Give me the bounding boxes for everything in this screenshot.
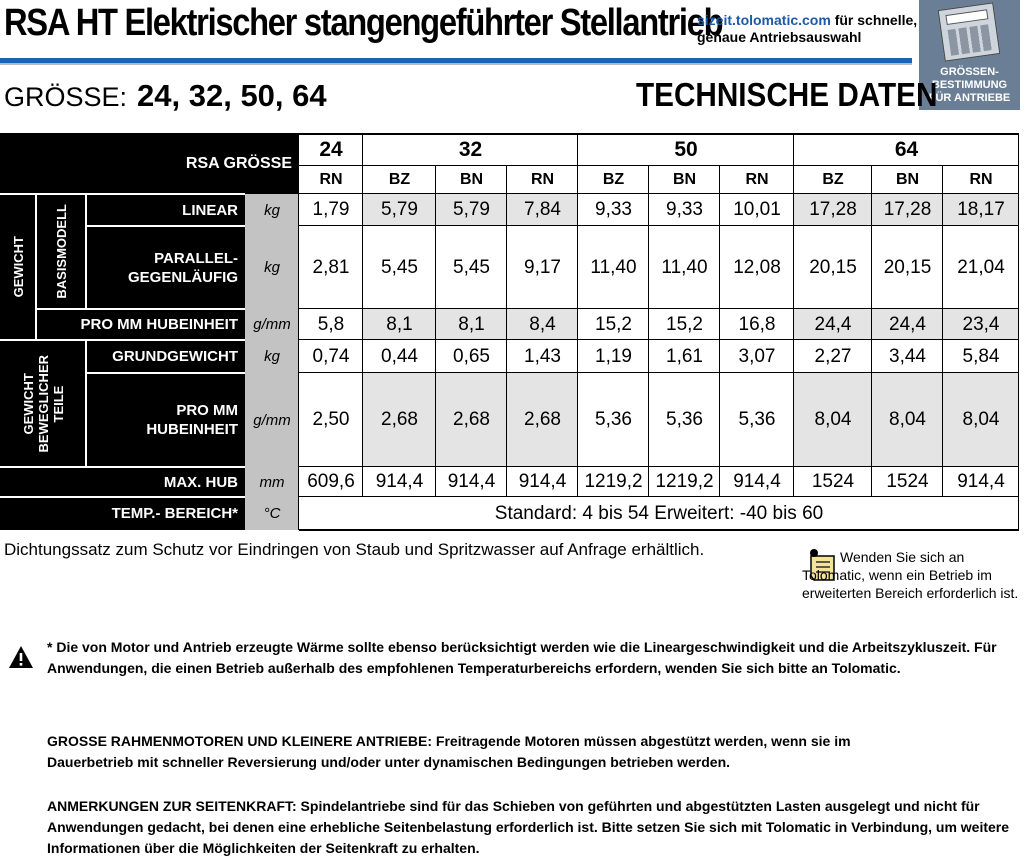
table-cell: 23,4 <box>943 309 1019 340</box>
table-cell: 8,04 <box>872 373 943 467</box>
variant-header: RN <box>530 171 555 188</box>
table-rule <box>648 166 649 497</box>
table-cell: 2,81 <box>312 256 350 278</box>
size-label: GRÖSSE: <box>4 82 128 112</box>
group-beweglich: GEWICHT BEWEGLICHER TEILE <box>0 340 86 467</box>
unit-cell: kg <box>245 194 299 226</box>
section-title: TECHNISCHE DATEN <box>636 76 938 113</box>
variant-header: RN <box>969 171 993 188</box>
table-cell: 0,44 <box>381 345 418 367</box>
table-cell: 5,79 <box>436 194 507 226</box>
table-cell: 1524 <box>886 471 929 492</box>
table-cell: 5,36 <box>666 409 703 430</box>
seal-note: Dichtungssatz zum Schutz vor Eindringen von Staub und Spritzwasser auf Anfrage erhältlich. <box>4 540 705 559</box>
table-rule <box>506 166 507 497</box>
variant-header: BN <box>895 171 920 188</box>
unit-cell: mm <box>245 467 299 497</box>
table-rule <box>1018 497 1019 530</box>
table-rule <box>299 496 1019 497</box>
table-rule <box>793 133 794 497</box>
table-rule <box>871 166 872 497</box>
table-rule <box>299 339 1019 340</box>
size-line <box>4 78 327 114</box>
table-cell: 914,4 <box>375 471 424 492</box>
sizing-link-text-1: für schnelle, <box>830 12 918 28</box>
rsa-size-label: RSA GRÖSSE <box>0 133 299 194</box>
table-cell: 1,43 <box>524 345 561 367</box>
table-cell: 12,08 <box>733 256 781 278</box>
row-label: LINEAR <box>86 194 245 226</box>
table-rule <box>85 340 87 467</box>
table-cell: 1219,2 <box>655 471 714 492</box>
page-title: RSA HT Elektrischer stangengeführter Stellantrieb <box>4 2 723 44</box>
size-header: 24 <box>319 137 343 161</box>
table-cell: 0,74 <box>312 345 350 367</box>
unit-cell: g/mm <box>245 309 299 340</box>
size-values: 24, 32, 50, 64 <box>137 78 327 113</box>
table-cell: 5,36 <box>738 409 776 430</box>
table-cell: 9,33 <box>595 199 632 220</box>
size-header: 64 <box>894 137 919 161</box>
table-cell: 8,1 <box>436 309 507 340</box>
temp-unit: °C <box>245 497 299 530</box>
table-rule <box>86 372 245 374</box>
table-rule <box>299 372 1019 373</box>
table-cell: 17,28 <box>794 194 872 226</box>
table-cell: 1524 <box>811 471 855 492</box>
row-label: PARALLEL- GEGENLÄUFIG <box>86 226 245 309</box>
table-rule <box>299 308 1019 309</box>
table-cell: 3,07 <box>738 345 776 367</box>
heat-note: * Die von Motor und Antrieb erzeugte Wärme sollte ebenso berücksichtigt werden wie die Lineargeschwindigkeit und die Arbeitszykluszeit. Für Anwendungen, die einen Betrieb außerhalb des empfohlenen Temperaturbereichs erfordern, wenden Sie sich bitte an Tolomatic. <box>47 639 997 676</box>
table-cell: 16,8 <box>738 313 776 335</box>
table-cell: 11,40 <box>661 256 708 278</box>
table-cell: 24,4 <box>872 309 943 340</box>
table-rule <box>942 166 943 497</box>
table-rule <box>299 165 1019 166</box>
table-cell: 1,19 <box>595 345 632 367</box>
table-rule <box>299 466 1019 467</box>
table-rule <box>0 496 245 498</box>
table-rule <box>85 194 87 309</box>
table-cell: 20,15 <box>883 256 932 278</box>
table-cell: 914,4 <box>733 471 781 492</box>
table-cell: 5,45 <box>381 256 418 278</box>
table-cell: 914,4 <box>447 471 496 492</box>
row-label: MAX. HUB <box>0 467 245 497</box>
calculator-icon <box>938 2 1001 61</box>
size-header: 32 <box>458 137 483 161</box>
header-rule-shadow <box>0 63 912 65</box>
table-cell: 2,27 <box>814 345 852 367</box>
variant-header: RN <box>745 171 769 188</box>
table-cell: 1,61 <box>666 345 703 367</box>
table-rule <box>577 133 578 497</box>
table-cell: 10,01 <box>733 199 781 220</box>
table-rule <box>719 166 720 497</box>
table-cell: 8,1 <box>363 309 436 340</box>
sizing-url[interactable]: sizeit.tolomatic.com <box>697 12 831 28</box>
table-cell: 15,2 <box>666 313 703 335</box>
table-rule <box>36 308 245 310</box>
table-cell: 8,4 <box>507 309 578 340</box>
size-header: 50 <box>674 137 698 161</box>
table-rule <box>1018 133 1019 497</box>
table-rule <box>362 133 363 497</box>
table-cell: 5,8 <box>317 313 345 335</box>
table-cell: 11,40 <box>590 256 637 278</box>
group-basismodell: BASISMODELL <box>36 194 86 309</box>
variant-header: BN <box>672 171 697 188</box>
unit-cell: kg <box>245 340 299 373</box>
table-cell: 5,79 <box>363 194 436 226</box>
temp-label: TEMP.- BEREICH* <box>0 497 245 530</box>
table-cell: 20,15 <box>809 256 857 278</box>
table-rule <box>299 529 1019 531</box>
table-cell: 17,28 <box>872 194 943 226</box>
table-cell: 18,17 <box>943 194 1019 226</box>
sizing-link-text-2: genaue Antriebsauswahl <box>697 29 862 45</box>
unit-cell: kg <box>245 226 299 309</box>
table-cell: 1,79 <box>312 199 350 220</box>
table-cell: 21,04 <box>957 256 1005 278</box>
temp-range: Standard: 4 bis 54 Erweitert: -40 bis 60 <box>494 502 824 524</box>
table-rule <box>299 225 1019 226</box>
variant-header: BZ <box>388 171 411 188</box>
table-cell: 8,04 <box>943 373 1019 467</box>
sizing-link[interactable] <box>697 12 917 46</box>
row-label: PRO MM HUBEINHEIT <box>36 309 245 340</box>
table-cell: 914,4 <box>957 471 1005 492</box>
table-rule <box>298 133 299 497</box>
table-cell: 914,4 <box>518 471 567 492</box>
table-cell: 3,44 <box>889 345 926 367</box>
variant-header: BZ <box>822 171 844 188</box>
warning-icon <box>8 645 34 669</box>
table-cell: 5,45 <box>453 256 490 278</box>
table-cell: 9,33 <box>666 199 703 220</box>
table-cell: 0,65 <box>453 345 490 367</box>
row-label: PRO MM HUBEINHEIT <box>86 373 245 467</box>
row-label: GRUNDGEWICHT <box>86 340 245 373</box>
side-load-note: ANMERKUNGEN ZUR SEITENKRAFT: Spindelantriebe sind für das Schieben von geführten und abgestützten Lasten ausgelegt und nicht für Anwendungen gedacht, bei denen eine erhebliche Seitenbelastung erforderlich ist. Bitte setzen Sie sich mit Tolomatic in Verbindung, um weitere Informationen über die Möglichkeiten der Seitenkraft zu erhalten. <box>47 798 1010 856</box>
table-cell: 7,84 <box>507 194 578 226</box>
table-cell: 24,4 <box>794 309 872 340</box>
table-cell: 1219,2 <box>584 471 643 492</box>
table-cell: 5,36 <box>595 409 632 430</box>
table-cell: 9,17 <box>524 256 561 278</box>
table-cell: 2,68 <box>363 373 436 467</box>
table-cell: 2,68 <box>507 373 578 467</box>
extended-range-note: Wenden Sie sich an Tolomatic, wenn ein Betrieb im erweiterten Bereich erforderlich ist. <box>802 549 1019 601</box>
group-gewicht: GEWICHT <box>0 194 36 340</box>
table-rule <box>86 225 245 227</box>
variant-header: BN <box>459 171 484 188</box>
table-rule <box>299 193 1019 194</box>
variant-header: BZ <box>602 171 625 188</box>
table-rule <box>0 466 245 468</box>
table-rule <box>435 166 436 497</box>
table-cell: 2,50 <box>312 409 350 430</box>
unit-cell: g/mm <box>245 373 299 467</box>
table-cell: 5,84 <box>962 345 1000 367</box>
motor-note: GROSSE RAHMENMOTOREN UND KLEINERE ANTRIEBE: Freitragende Motoren müssen abgestützt werden, wenn sie im Dauerbetrieb mit schneller Reversierung und/oder unter dynamischen Bedingungen betrieben werden. <box>47 733 851 770</box>
table-rule <box>299 133 1019 135</box>
table-rule <box>298 497 299 530</box>
table-cell: 2,68 <box>436 373 507 467</box>
table-rule <box>35 194 37 340</box>
table-cell: 8,04 <box>794 373 872 467</box>
table-cell: 609,6 <box>307 471 355 492</box>
table-cell: 15,2 <box>595 313 632 335</box>
badge-text: GRÖSSEN- BESTIMMUNG FÜR ANTRIEBE <box>928 66 1011 104</box>
variant-header: RN <box>319 171 343 188</box>
